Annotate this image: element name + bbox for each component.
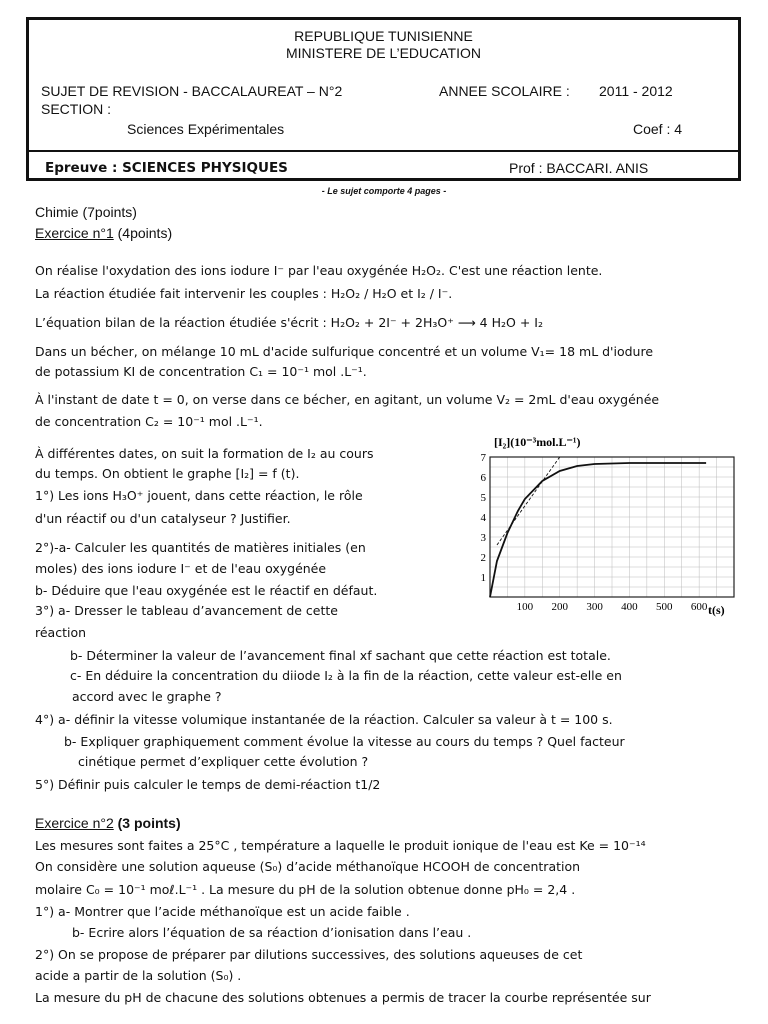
y-tick-label: 4	[480, 512, 486, 524]
text-line: d'un réactif ou d'un catalyseur ? Justifier.	[35, 511, 291, 526]
question-line: 2°) On se propose de préparer par dilutions successives, des solutions aqueuses de cet	[35, 947, 583, 962]
ministry-title: MINISTERE DE L’EDUCATION	[286, 45, 481, 61]
chimie-heading: Chimie (7points)	[35, 204, 137, 220]
text-line: À différentes dates, on suit la formation de I₂ au cours	[35, 446, 374, 461]
text-line: acide a partir de la solution (S₀) .	[35, 968, 242, 983]
ex1-heading	[35, 226, 172, 241]
header-box	[26, 17, 741, 181]
prof-name: Prof : BACCARI. ANIS	[509, 160, 649, 176]
question-line: c- En déduire la concentration du diiode I₂ à la fin de la réaction, cette valeur est-elle en	[70, 668, 622, 683]
text-line: Les mesures sont faites a 25°C , température a laquelle le produit ionique de l'eau est Ke = 10⁻¹⁴	[35, 838, 646, 853]
x-tick-label: 100	[516, 601, 534, 613]
text-line: molaire C₀ = 10⁻¹ moℓ.L⁻¹ . La mesure du pH de la solution obtenue donne pH₀ = 2,4 .	[35, 882, 576, 897]
ex1-points: (4points)	[113, 225, 173, 241]
text-line: La réaction étudiée fait intervenir les couples : H₂O₂ / H₂O et I₂ / I⁻.	[35, 286, 453, 301]
grid	[490, 457, 734, 597]
y-tick-label: 2	[480, 552, 486, 564]
text-line: Dans un bécher, on mélange 10 mL d'acide sulfurique concentré et un volume V₁= 18 mL d'iodure	[35, 344, 654, 359]
question-line: 5°) Définir puis calculer le temps de demi-réaction t1/2	[35, 777, 381, 792]
x-tick-label: 600	[690, 601, 708, 613]
iodine-concentration-graph	[474, 432, 742, 622]
school-year: 2011 - 2012	[599, 83, 673, 99]
text-line: du temps. On obtient le graphe [I₂] = f (t).	[35, 466, 300, 481]
ex2-points: (3 points)	[113, 815, 181, 831]
question-line: b- Déterminer la valeur de l’avancement final xf sachant que cette réaction est totale.	[70, 648, 611, 663]
ex1-title: Exercice n°1	[35, 225, 114, 241]
question-line: 1°) Les ions H₃O⁺ jouent, dans cette réaction, le rôle	[35, 488, 363, 503]
question-line: 4°) a- définir la vitesse volumique instantanée de la réaction. Calculer sa valeur à t = 100 s.	[35, 712, 613, 727]
y-tick-label: 1	[480, 572, 486, 584]
y-tick-label: 3	[480, 532, 486, 544]
pages-note: - Le sujet comporte 4 pages -	[321, 186, 447, 196]
epreuve-title: Epreuve : SCIENCES PHYSIQUES	[45, 160, 288, 176]
text-line: On réalise l'oxydation des ions iodure I⁻ par l'eau oxygénée H₂O₂. C'est une réaction lente.	[35, 263, 603, 278]
question-line: 3°) a- Dresser le tableau d’avancement de cette	[35, 603, 338, 618]
republic-title: REPUBLIQUE TUNISIENNE	[294, 28, 473, 44]
text-line: réaction	[35, 625, 87, 640]
section-label: SECTION :	[41, 101, 112, 117]
question-line: b- Déduire que l'eau oxygénée est le réactif en défaut.	[35, 583, 378, 598]
question-line: b- Expliquer graphiquement comment évolue la vitesse au cours du temps ? Quel facteur	[64, 734, 625, 749]
coefficient: Coef : 4	[633, 121, 683, 137]
section-name: Sciences Expérimentales	[127, 121, 285, 137]
x-tick-label: 500	[656, 601, 673, 613]
y-tick-label: 5	[480, 492, 486, 504]
tick-labels	[481, 452, 708, 613]
ex2-heading	[35, 816, 181, 831]
ex2-title: Exercice n°2	[35, 815, 114, 831]
text-line: L’équation bilan de la réaction étudiée s'écrit : H₂O₂ + 2I⁻ + 2H₃O⁺ ⟶ 4 H₂O + I₂	[35, 315, 543, 330]
question-line: 1°) a- Montrer que l’acide méthanoïque est un acide faible .	[35, 904, 410, 919]
text-line: de concentration C₂ = 10⁻¹ mol .L⁻¹.	[35, 414, 263, 429]
text-line: de potassium KI de concentration C₁ = 10⁻¹ mol .L⁻¹.	[35, 364, 367, 379]
header-divider	[29, 150, 738, 152]
chart-ylabel: [I₂](10⁻³mol.L⁻¹)	[494, 435, 581, 449]
question-line: 2°)-a- Calculer les quantités de matières initiales (en	[35, 540, 366, 555]
text-line: accord avec le graphe ?	[72, 689, 222, 704]
y-tick-label: 6	[480, 472, 486, 484]
text-line: cinétique permet d’expliquer cette évolution ?	[78, 754, 369, 769]
year-label: ANNEE SCOLAIRE :	[439, 83, 570, 99]
chart-xlabel: t(s)	[708, 603, 725, 617]
text-line: On considère une solution aqueuse (S₀) d’acide méthanoïque HCOOH de concentration	[35, 859, 581, 874]
y-tick-label: 7	[480, 452, 486, 464]
x-tick-label: 300	[586, 601, 603, 613]
text-line: À l'instant de date t = 0, on verse dans ce bécher, en agitant, un volume V₂ = 2mL d'eau oxygénée	[35, 392, 660, 407]
question-line: b- Ecrire alors l’équation de sa réaction d’ionisation dans l’eau .	[72, 925, 472, 940]
text-line: La mesure du pH de chacune des solutions obtenues a permis de tracer la courbe représentée sur	[35, 990, 651, 1005]
subject-title: SUJET DE REVISION - BACCALAUREAT – N°2	[41, 83, 343, 99]
x-tick-label: 400	[621, 601, 638, 613]
text-line: moles) des ions iodure I⁻ et de l'eau oxygénée	[35, 561, 327, 576]
x-tick-label: 200	[551, 601, 568, 613]
tangent-line	[497, 457, 560, 545]
